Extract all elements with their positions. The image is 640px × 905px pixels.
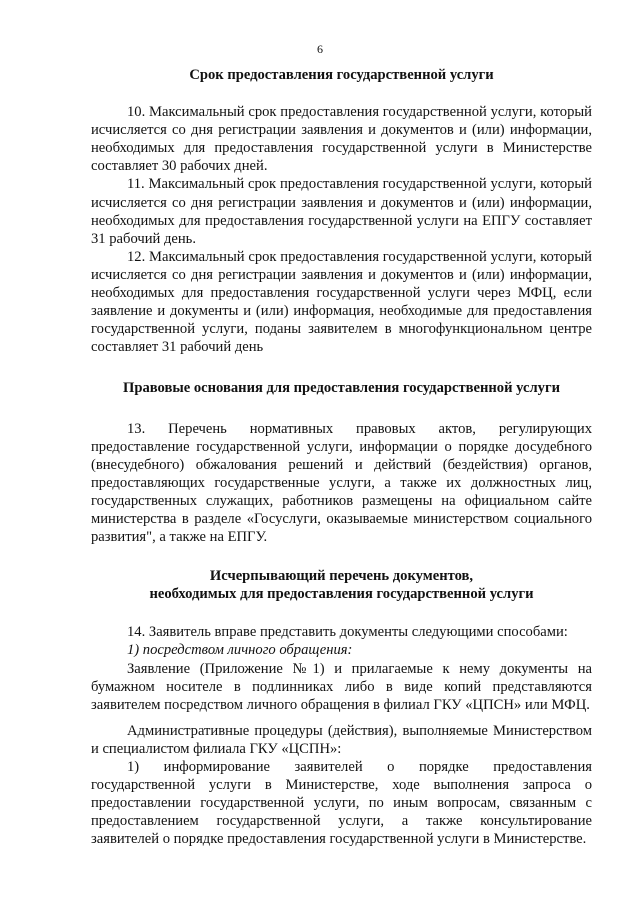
paragraph-informing: 1) информирование заявителей о порядке предоставления государственной услуги в Министерстве, ходе выполнения запроса о предоставлении государственной услуги, по иным вопросам, связанным с предоставлением государственной услуги, а также консультирование заявителей о порядке предоставления государственной услуги в Министерстве.: [91, 759, 592, 848]
page-number: 6: [317, 42, 323, 56]
paragraph-12: 12. Максимальный срок предоставления государственной услуги, который исчисляется со дня регистрации заявления и документов и (или) информации, необходимых для предоставления государственной услуги через МФЦ, если заявление и документы и (или) информация, необходимые для предоставления государственной услуги, поданы заявителем в многофункциональном центре составляет 31 рабочий день: [91, 248, 592, 356]
page-content: [91, 58, 592, 848]
paragraph-14: 14. Заявитель вправе представить документы следующими способами:: [127, 624, 568, 641]
item-1-personal-appeal: 1) посредством личного обращения:: [127, 642, 353, 659]
section-title-documents-line2: необходимых для предоставления государственной услуги: [149, 586, 534, 603]
paragraph-admin-procedures: Административные процедуры (действия), выполняемые Министерством и специалистом филиала ГКУ «ЦСПН»:: [91, 722, 592, 757]
section-title-documents: [91, 567, 592, 603]
paragraph-13: 13. Перечень нормативных правовых актов, регулирующих предоставление государственной услуги, информации о порядке досудебного (внесудебного) обжалования решений и действий (бездействия) органов, предоставляющих государственные услуги, а также их должностных лиц, государственных служащих, работников размещены на официальном сайте министерства в разделе «Госуслуги, оказываемые министерством социального развития", а также на ЕПГУ.: [91, 420, 592, 546]
paragraph-11: 11. Максимальный срок предоставления государственной услуги, который исчисляется со дня регистрации заявления и документов и (или) информации, необходимых для предоставления государственной услуги на ЕПГУ составляет 31 рабочий день.: [91, 176, 592, 247]
paragraph-10: 10. Максимальный срок предоставления государственной услуги, который исчисляется со дня регистрации заявления и документов и (или) информации, необходимых для предоставления государственной услуги в Министерстве составляет 30 рабочих дней.: [91, 104, 592, 175]
section-title-documents-line1: Исчерпывающий перечень документов,: [209, 568, 474, 585]
section-title-legal-basis: Правовые основания для предоставления государственной услуги: [122, 380, 560, 397]
section-title-term: Срок предоставления государственной услуги: [189, 67, 494, 83]
paragraph-application: Заявление (Приложение №1) и прилагаемые к нему документы на бумажном носителе в подлинниках либо в виде копий представляются заявителем посредством личного обращения в филиал ГКУ «ЦПСН» или МФЦ.: [91, 660, 592, 713]
